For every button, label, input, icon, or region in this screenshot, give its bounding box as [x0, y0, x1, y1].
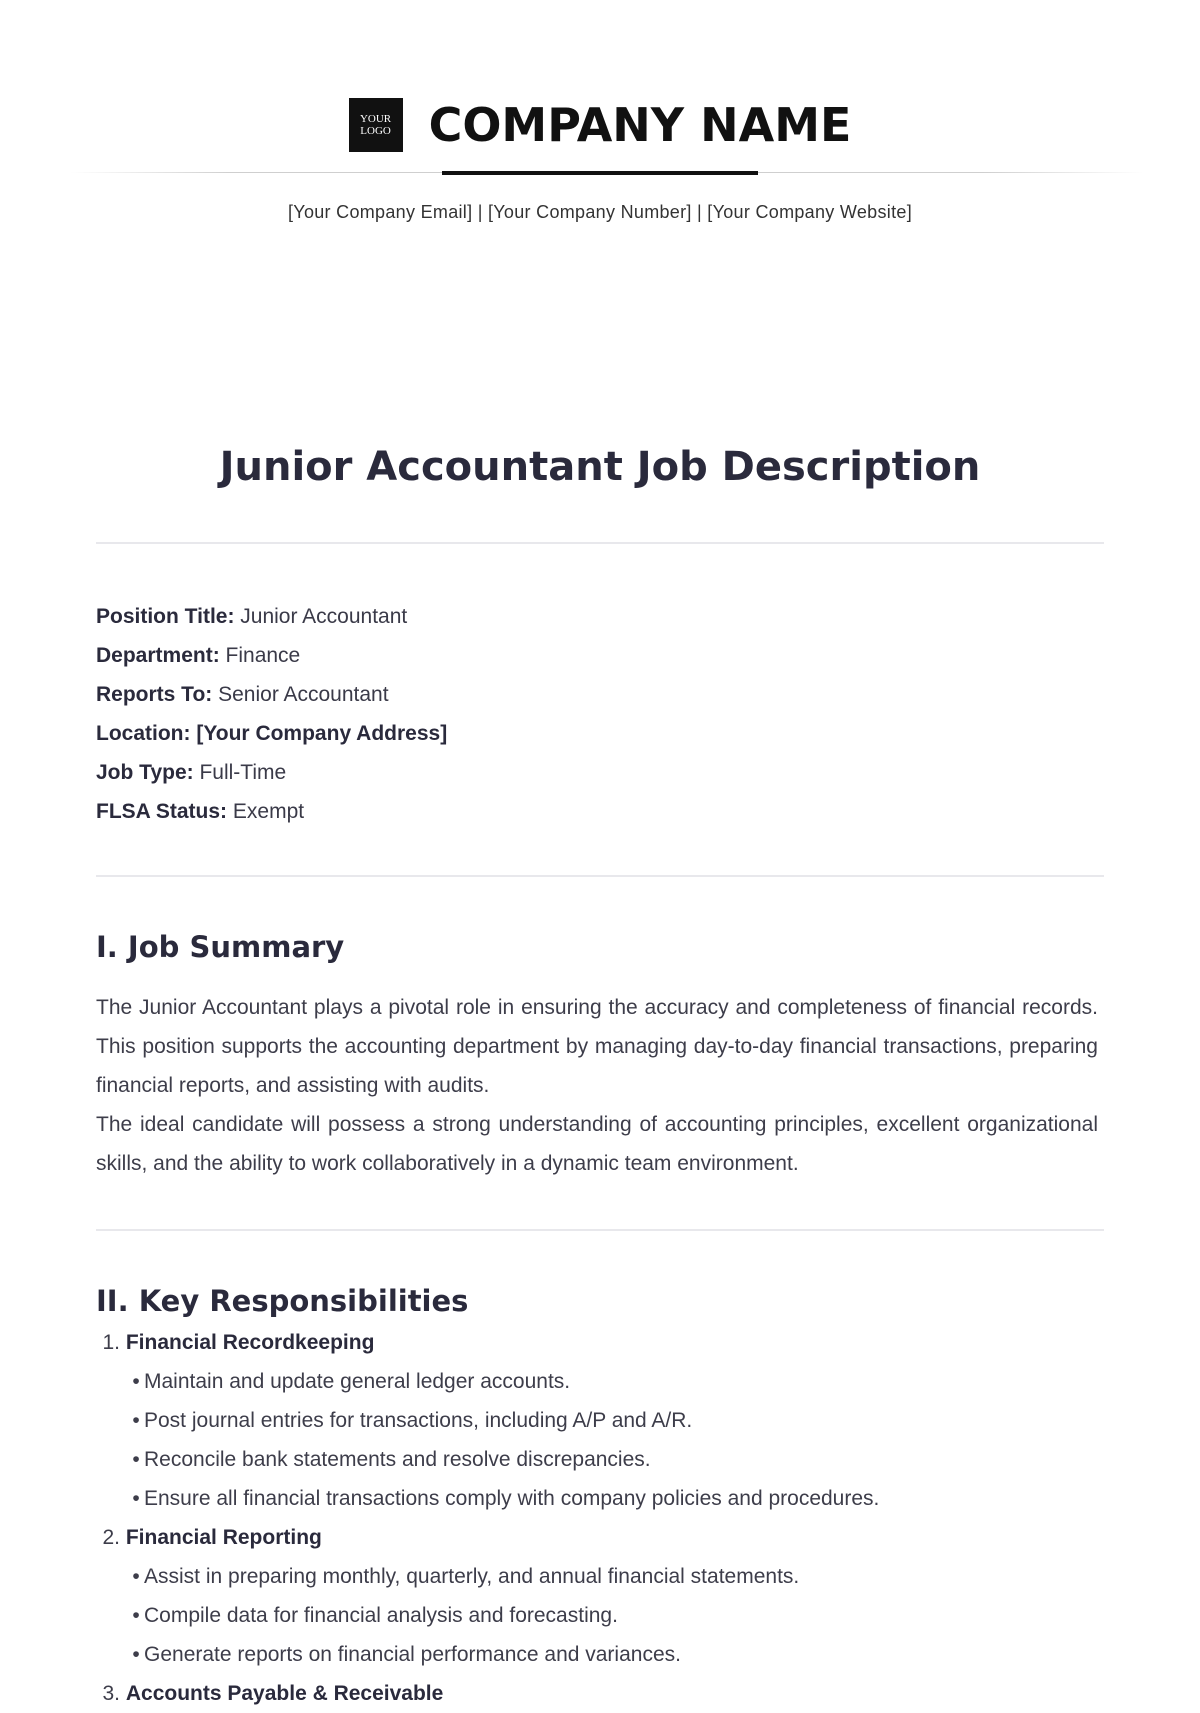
document-header: [0, 98, 1200, 152]
list-item: • Reconcile bank statements and resolve discrepancies.: [132, 1448, 651, 1471]
list-item-text: Maintain and update general ledger accounts.: [144, 1370, 571, 1393]
logo-text-line1: YOUR: [359, 113, 392, 125]
info-position-title: [96, 597, 1104, 636]
list-item-text: Generate reports on financial performance and variances.: [144, 1643, 681, 1666]
company-name: COMPANY NAME: [428, 98, 852, 152]
item-title: Accounts Payable & Receivable: [125, 1682, 444, 1705]
list-item-text: Post journal entries for transactions, including A/P and A/R.: [144, 1409, 693, 1432]
responsibilities-list: [96, 1323, 1104, 1713]
info-value: Exempt: [227, 800, 305, 823]
company-logo: [349, 98, 403, 152]
item-number: 2.: [102, 1526, 120, 1549]
job-summary-text: [96, 988, 1098, 1183]
item-title: Financial Reporting: [125, 1526, 322, 1549]
item-number: 1.: [102, 1331, 120, 1354]
info-reports-to: [96, 675, 1104, 714]
list-item: • Post journal entries for transactions, including A/P and A/R.: [132, 1409, 693, 1432]
info-location: [96, 714, 1104, 753]
list-item: • Assist in preparing monthly, quarterly, and annual financial statements.: [132, 1565, 800, 1588]
responsibility-item: [96, 1674, 1104, 1713]
item-title: Financial Recordkeeping: [125, 1331, 375, 1354]
list-item: • Maintain and update general ledger accounts.: [132, 1370, 571, 1393]
company-contact-line: [Your Company Email] | [Your Company Number] | [Your Company Website]: [287, 202, 912, 222]
info-flsa-status: [96, 792, 1104, 831]
info-label: Position Title:: [96, 605, 235, 628]
responsibility-heading: [96, 1674, 1104, 1713]
info-value: Finance: [219, 644, 301, 667]
list-item-text: Compile data for financial analysis and forecasting.: [144, 1604, 618, 1627]
info-value: [Your Company Address]: [190, 722, 448, 745]
responsibility-heading: [96, 1518, 1104, 1557]
info-label: Department:: [96, 644, 220, 667]
document-title: Junior Accountant Job Description: [219, 444, 981, 490]
info-value: Full-Time: [193, 761, 287, 784]
divider-after-summary: [96, 1229, 1104, 1231]
key-responsibilities-heading: II. Key Responsibilities: [96, 1284, 469, 1318]
info-label: FLSA Status:: [96, 800, 228, 823]
list-item-text: Assist in preparing monthly, quarterly, and annual financial statements.: [144, 1565, 800, 1588]
job-summary-heading: I. Job Summary: [96, 930, 345, 964]
info-label: Location:: [96, 722, 191, 745]
logo-text-line2: LOGO: [360, 125, 391, 137]
info-label: Job Type:: [96, 761, 194, 784]
summary-paragraph-1: The Junior Accountant plays a pivotal role in ensuring the accuracy and completeness of financial records. This position supports the accounting department by managing day-to-day financial transactions, preparing financial reports, and assisting with audits.: [96, 996, 1098, 1097]
responsibility-heading: [96, 1323, 1104, 1362]
job-info-block: [96, 597, 1104, 831]
list-item: • Ensure all financial transactions comply with company policies and procedures.: [132, 1487, 880, 1510]
info-job-type: [96, 753, 1104, 792]
item-number: 3.: [102, 1682, 120, 1705]
info-value: Junior Accountant: [234, 605, 408, 628]
list-item-text: Reconcile bank statements and resolve discrepancies.: [144, 1448, 651, 1471]
divider-after-info: [96, 875, 1104, 877]
info-department: [96, 636, 1104, 675]
info-label: Reports To:: [96, 683, 213, 706]
header-accent-bar: [442, 171, 758, 175]
info-value: Senior Accountant: [212, 683, 389, 706]
responsibility-item: [96, 1518, 1104, 1674]
list-item: • Compile data for financial analysis and forecasting.: [132, 1604, 618, 1627]
divider-after-title: [96, 542, 1104, 544]
list-item: • Generate reports on financial performance and variances.: [132, 1643, 681, 1666]
summary-paragraph-2: The ideal candidate will possess a strong understanding of accounting principles, excellent organizational skills, and the ability to work collaboratively in a dynamic team environment.: [96, 1113, 1098, 1175]
responsibility-item: [96, 1323, 1104, 1518]
list-item-text: Ensure all financial transactions comply with company policies and procedures.: [144, 1487, 880, 1510]
